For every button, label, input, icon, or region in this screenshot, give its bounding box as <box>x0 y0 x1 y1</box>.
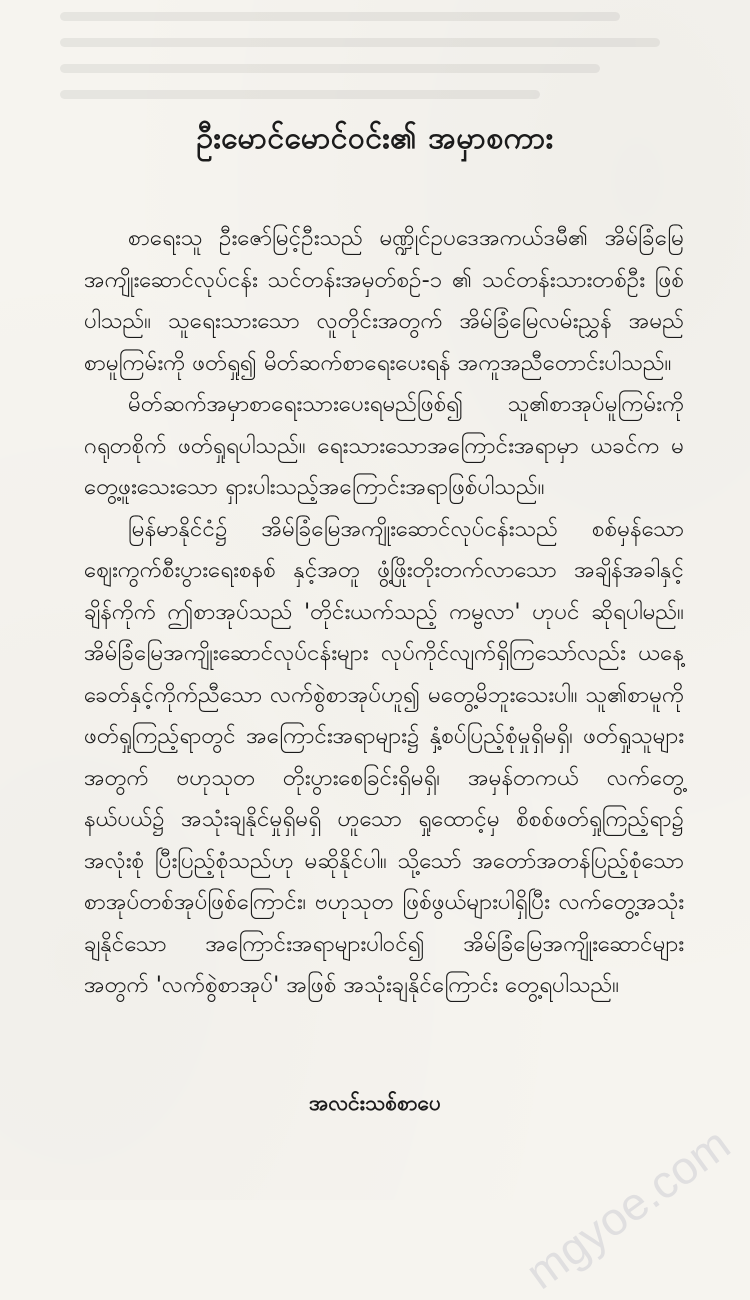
publisher-signature: အလင်းသစ်စာပေ <box>309 1091 441 1115</box>
page-title: ဦးမောင်မောင်ဝင်း၏ အမှာစကား <box>196 121 554 156</box>
paragraph-2: မိတ်ဆက်အမှာစာရေးသားပေးရမည်ဖြစ်၍ သူ၏စာအုပ်မူကြမ်းကို ဂရုတစိုက် ဖတ်ရှုရပါသည်။ ရေးသားသောအကြောင်းအရာမှာ ယခင်က မတွေ့ဖူးသေးသော ရှားပါးသည့်အကြောင်းအရာဖြစ်ပါသည်။ <box>84 391 684 500</box>
watermark: mgyoe.com <box>516 1117 740 1299</box>
show-through-text <box>0 0 750 110</box>
document-body <box>84 218 684 1007</box>
paragraph-3: မြန်မာနိုင်ငံ၌ အိမ်ခြံမြေအကျိုးဆောင်လုပ်ငန်းသည် စစ်မှန်သော ဈေးကွက်စီးပွားရေးစနစ် နှင့်အတူ ဖွံ့ဖြိုးတိုးတက်လာသော အချိန်အခါနှင့် ချိန်ကိုက် ဤစာအုပ်သည် 'တိုင်းယက်သည့် ကမ္ဗလာ' ဟုပင် ဆိုရပါမည်။ အိမ်ခြံမြေအကျိုးဆောင်လုပ်ငန်းများ လုပ်ကိုင်လျက်ရှိကြသော်လည်း ယနေ့ ခေတ်နှင့်ကိုက်ညီသော လက်စွဲစာအုပ်ဟူ၍ မတွေ့မိဘူးသေးပါ။ သူ၏စာမူကို ဖတ်ရှုကြည့်ရာတွင် အကြောင်းအရာများ၌ နှံ့စပ်ပြည့်စုံမှုရှိမရှိ၊ ဖတ်ရှုသူများအတွက် ဗဟုသုတ တိုးပွားစေခြင်းရှိမရှိ၊ အမှန်တကယ် လက်တွေ့ နယ်ပယ်၌ အသုံးချနိုင်မှုရှိမရှိ ဟူသော ရှုထောင့်မှ စိစစ်ဖတ်ရှုကြည့်ရာ၌ အလုံးစုံ ပြီးပြည့်စုံသည်ဟု မဆိုနိုင်ပါ။ သို့သော် အတော်အတန်ပြည့်စုံသော စာအုပ်တစ်အုပ်ဖြစ်ကြောင်း၊ ဗဟုသုတ ဖြစ်ဖွယ်များပါရှိပြီး လက်တွေ့အသုံး ချနိုင်သော အကြောင်းအရာများပါဝင်၍ အိမ်ခြံမြေအကျိုးဆောင်များအတွက် 'လက်စွဲစာအုပ်' အဖြစ် အသုံးချနိုင်ကြောင်း တွေ့ရပါသည်။ <box>84 515 684 998</box>
paragraph-1: စာရေးသူ ဦးဇော်မြင့်ဦးသည် မဏ္ဍိုင်ဥပဒေအကယ်ဒမီ၏ အိမ်ခြံမြေ အကျိုးဆောင်လုပ်ငန်း သင်တန်းအမှတ်စဉ်-၁ ၏ သင်တန်းသားတစ်ဦး ဖြစ်ပါသည်။ သူရေးသားသော လူတိုင်းအတွက် အိမ်ခြံမြေလမ်းညွှန် အမည် စာမူကြမ်းကို ဖတ်ရှု၍ မိတ်ဆက်စာရေးပေးရန် အကူအညီတောင်းပါသည်။ <box>84 225 684 376</box>
